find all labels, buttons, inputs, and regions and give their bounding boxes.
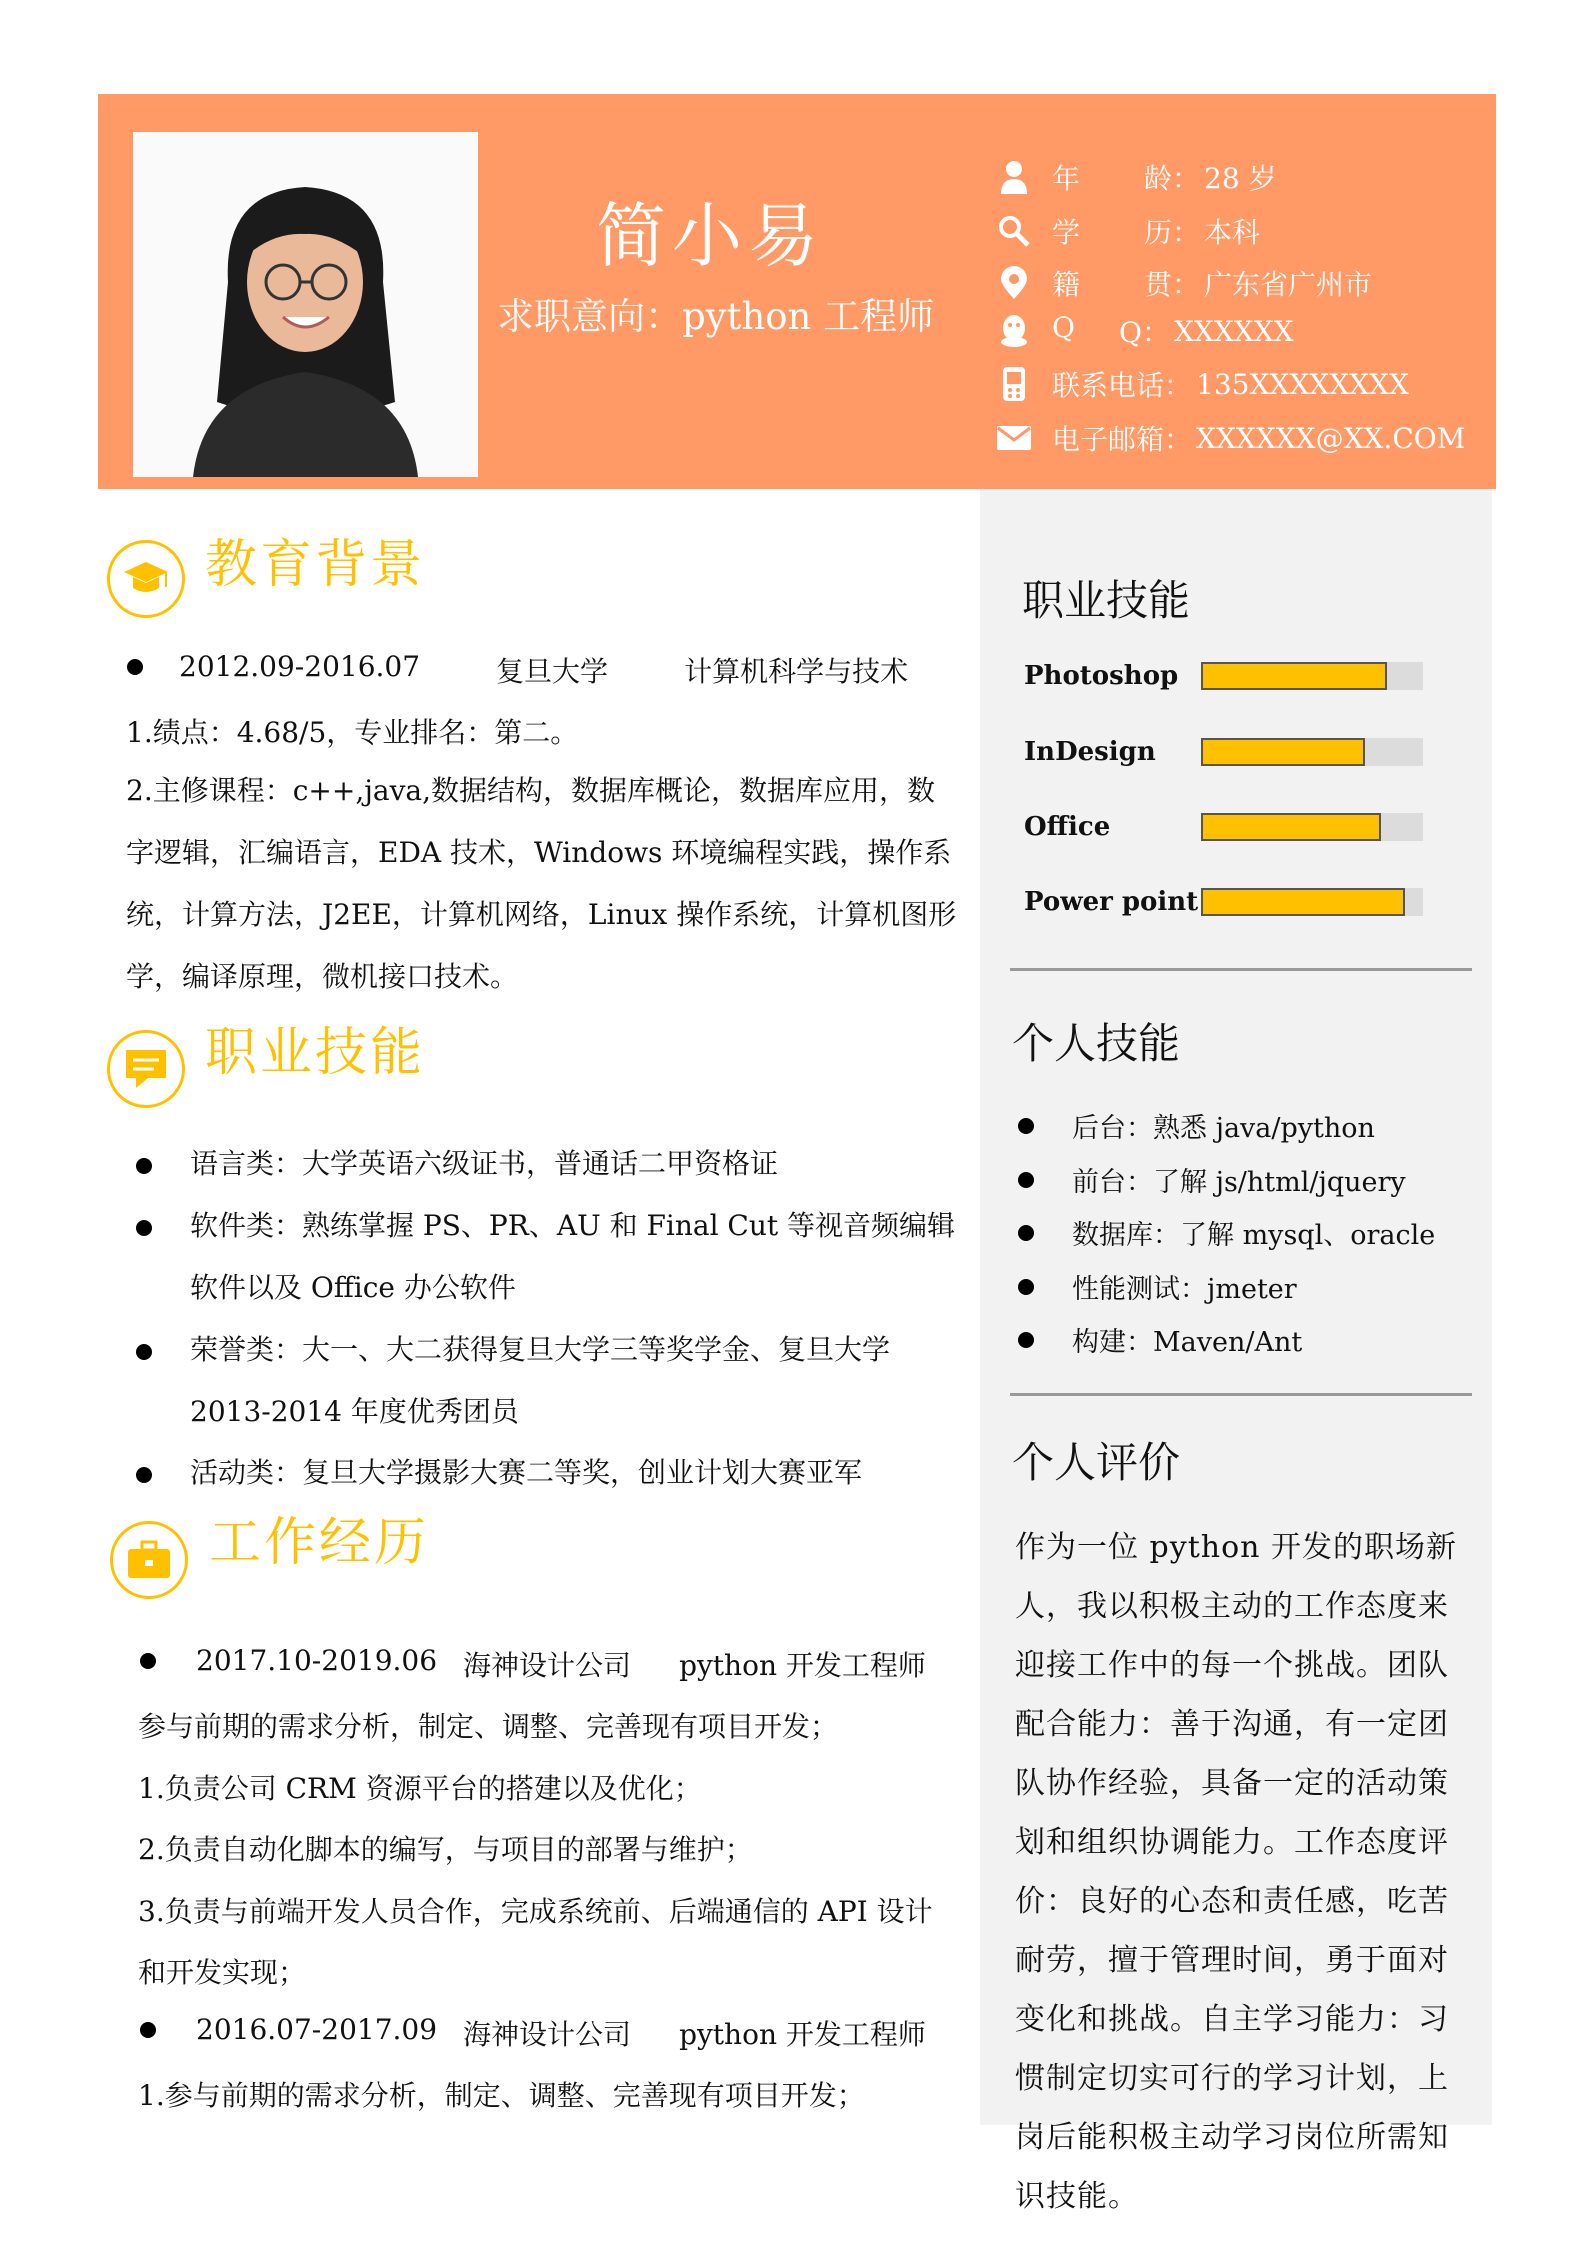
- skill-item: [136, 1333, 966, 1443]
- person-icon: [996, 159, 1032, 195]
- info-age: [996, 157, 1277, 197]
- info-education: [996, 211, 1260, 251]
- skills-title: 职业技能: [205, 1023, 426, 1083]
- info-key: 联系电话：: [1052, 369, 1193, 402]
- info-phone: [996, 364, 1409, 404]
- search-icon: [996, 213, 1032, 249]
- skill-text: 软件类：熟练掌握 PS、PR、AU 和 Final Cut 等视音频编辑软件以及 Office 办公软件: [190, 1209, 956, 1304]
- sidebar-skills-title: 职业技能: [1022, 576, 1191, 625]
- skill-bar: [1201, 738, 1423, 766]
- personal-skill-item: [1018, 1106, 1375, 1145]
- education-major: 计算机科学与技术: [684, 655, 909, 688]
- personal-skill-text: 性能测试：jmeter: [1072, 1274, 1297, 1305]
- info-key: Q：: [1119, 316, 1170, 349]
- bullet-dot: [1018, 1332, 1034, 1348]
- job-intent: 求职意向：python 工程师: [497, 295, 935, 338]
- location-pin-icon: [996, 265, 1032, 301]
- bullet-dot: [1018, 1118, 1034, 1134]
- sidebar-divider: [1010, 968, 1472, 971]
- info-key: 籍: [1052, 268, 1081, 301]
- skill-bar-fill: [1201, 813, 1381, 841]
- self-evaluation-text: 作为一位 python 开发的职场新人，我以积极主动的工作态度来迎接工作中的每一个挑战。团队配合能力：善于沟通，有一定团队协作经验，具备一定的活动策划和组织协调能力。工作态度评价：良好的心态和责任感，吃苦耐劳，擅于管理时间，勇于面对变化和挑战。自主学习能力：习惯制定切实可行的学习计划，上岗后能积极主动学习岗位所需知识技能。: [1015, 1530, 1457, 2214]
- bullet-dot: [136, 1467, 152, 1483]
- skill-bar: [1201, 813, 1423, 841]
- qq-icon: [996, 313, 1032, 349]
- personal-skill-text: 后台：熟悉 java/python: [1072, 1113, 1375, 1144]
- skill-label: InDesign: [1024, 737, 1156, 767]
- job-role: python 开发工程师: [679, 1649, 926, 1682]
- self-evaluation-title: 个人评价: [1012, 1438, 1181, 1487]
- job-detail: 1.参与前期的需求分析，制定、调整、完善现有项目开发；: [138, 2079, 865, 2112]
- personal-skill-item: [1018, 1213, 1435, 1252]
- bullet-dot: [1018, 1225, 1034, 1241]
- work-title: 工作经历: [209, 1513, 430, 1573]
- skill-bar-fill: [1201, 888, 1405, 916]
- info-value: 28 岁: [1204, 162, 1277, 195]
- skill-bar: [1201, 888, 1423, 916]
- job-detail: 3.负责与前端开发人员合作，完成系统前、后端通信的 API 设计: [138, 1895, 933, 1928]
- info-qq: [996, 311, 1294, 351]
- personal-skill-item: [1018, 1160, 1406, 1199]
- skill-item: [136, 1209, 966, 1319]
- education-school: 复旦大学: [496, 655, 609, 688]
- info-value: 广东省广州市: [1204, 268, 1373, 301]
- info-value: XXXXXX: [1174, 314, 1294, 348]
- info-key: 贯：: [1143, 268, 1200, 301]
- skill-bar: [1201, 662, 1423, 690]
- skill-item: [136, 1456, 966, 1490]
- job-detail: 和开发实现；: [138, 1956, 307, 1989]
- graduation-cap-icon: [107, 540, 185, 618]
- info-hometown: [996, 263, 1372, 303]
- personal-skill-text: 构建：Maven/Ant: [1072, 1327, 1303, 1358]
- skill-bar-fill: [1201, 738, 1365, 766]
- info-key: 学: [1052, 216, 1081, 249]
- sidebar-divider: [1010, 1393, 1472, 1396]
- job-company: 海神设计公司: [463, 1649, 632, 1682]
- bullet-dot: [140, 2022, 156, 2038]
- bullet-dot: [136, 1220, 152, 1236]
- skill-label: Photoshop: [1024, 661, 1179, 691]
- avatar-portrait: [133, 132, 478, 477]
- skill-label: Office: [1024, 812, 1111, 842]
- personal-skill-text: 前台：了解 js/html/jquery: [1072, 1167, 1406, 1198]
- job-header: [140, 2013, 926, 2053]
- job-detail: 1.负责公司 CRM 资源平台的搭建以及优化；: [138, 1772, 702, 1805]
- bullet-dot: [136, 1158, 152, 1174]
- bullet-dot: [140, 1653, 156, 1669]
- job-period: 2016.07-2017.09: [196, 2013, 438, 2046]
- personal-skill-item: [1018, 1267, 1297, 1306]
- skill-item: [136, 1147, 966, 1181]
- education-title: 教育背景: [205, 535, 426, 595]
- info-key: 龄：: [1143, 162, 1200, 195]
- bullet-dot: [136, 1344, 152, 1360]
- info-key: 历：: [1143, 216, 1200, 249]
- personal-skill-item: [1018, 1320, 1302, 1359]
- info-email: [996, 418, 1465, 458]
- info-value: 本科: [1204, 216, 1261, 249]
- personal-skills-title: 个人技能: [1012, 1019, 1181, 1068]
- job-detail: 参与前期的需求分析，制定、调整、完善现有项目开发；: [138, 1710, 839, 1743]
- info-value: XXXXXX@XX.COM: [1196, 421, 1466, 455]
- skill-text: 荣誉类：大一、大二获得复旦大学三等奖学金、复旦大学 2013-2014 年度优秀团员: [190, 1333, 891, 1428]
- skill-text: 语言类：大学英语六级证书，普通话二甲资格证: [190, 1147, 779, 1180]
- bullet-dot: [127, 659, 143, 675]
- education-gpa: 1.绩点：4.68/5，专业排名：第二。: [126, 716, 579, 749]
- profile-photo: [133, 132, 478, 477]
- job-role: python 开发工程师: [679, 2018, 926, 2051]
- bullet-dot: [1018, 1172, 1034, 1188]
- job-header: [140, 1644, 926, 1684]
- info-value: 135XXXXXXXX: [1196, 367, 1409, 401]
- info-key: Q: [1052, 311, 1075, 344]
- job-detail: 2.负责自动化脚本的编写，与项目的部署与维护；: [138, 1833, 753, 1866]
- skill-bar-fill: [1201, 662, 1387, 690]
- personal-skill-text: 数据库：了解 mysql、oracle: [1072, 1220, 1436, 1251]
- job-period: 2017.10-2019.06: [196, 1644, 438, 1677]
- briefcase-icon: [110, 1521, 188, 1599]
- info-key: 电子邮箱：: [1052, 423, 1193, 456]
- candidate-name: 简小易: [596, 195, 824, 277]
- job-company: 海神设计公司: [463, 2018, 632, 2051]
- education-entry: [127, 650, 908, 690]
- education-courses: 2.主修课程：c++,java,数据结构，数据库概论，数据库应用，数字逻辑，汇编语言，EDA 技术，Windows 环境编程实践，操作系统，计算方法，J2EE，计算机网络，Linux 操作系统，计算机图形学，编译原理，微机接口技术。: [126, 774, 957, 993]
- mail-icon: [996, 420, 1032, 456]
- chat-bubble-icon: [107, 1030, 185, 1108]
- skill-label: Power point: [1024, 887, 1199, 917]
- skill-text: 活动类：复旦大学摄影大赛二等奖，创业计划大赛亚军: [190, 1456, 863, 1489]
- phone-icon: [996, 366, 1032, 402]
- info-key: 年: [1052, 162, 1081, 195]
- bullet-dot: [1018, 1279, 1034, 1295]
- education-period: 2012.09-2016.07: [179, 650, 421, 683]
